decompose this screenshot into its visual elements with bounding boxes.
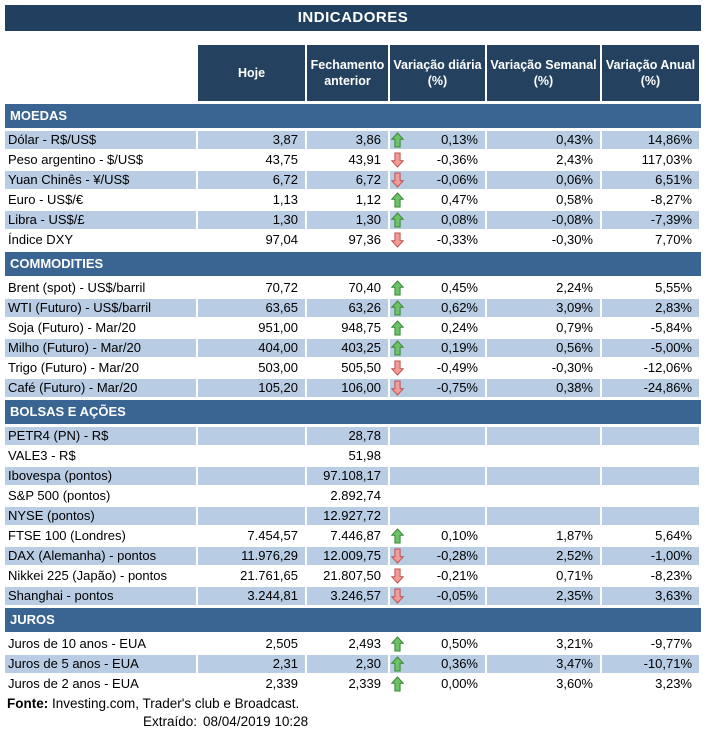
section-rows (5, 427, 701, 605)
variacao-diaria-value: 0,62% (441, 300, 478, 315)
cell-variacao-semanal: 0,38% (487, 379, 600, 397)
cell-variacao-anual: -8,27% (602, 191, 699, 209)
cell-fechamento-anterior: 7.446,87 (307, 527, 388, 545)
cell-variacao-diaria (390, 131, 485, 149)
up-arrow-icon (391, 280, 405, 296)
section-juros (5, 608, 701, 693)
cell-variacao-anual: 14,86% (602, 131, 699, 149)
page-title: INDICADORES (5, 5, 701, 31)
cell-variacao-semanal: 2,24% (487, 279, 600, 297)
cell-hoje (198, 467, 305, 485)
cell-variacao-anual: 7,70% (602, 231, 699, 249)
variacao-diaria-value: -0,49% (436, 360, 478, 375)
table-row-nyse-pontos (5, 507, 701, 525)
cell-hoje: 1,30 (198, 211, 305, 229)
cell-fechamento-anterior: 2,30 (307, 655, 388, 673)
cell-hoje: 70,72 (198, 279, 305, 297)
table-row-nikkei-225-japao-pontos (5, 567, 701, 585)
cell-variacao-anual (602, 447, 699, 465)
row-label: Juros de 5 anos - EUA (5, 655, 196, 673)
column-header-fechamento-anterior: Fechamento anterior (307, 45, 388, 101)
cell-variacao-diaria (390, 547, 485, 565)
cell-variacao-diaria (390, 339, 485, 357)
cell-hoje: 3.244,81 (198, 587, 305, 605)
variacao-diaria-value: -0,36% (436, 152, 478, 167)
cell-variacao-anual: 6,51% (602, 171, 699, 189)
table-row-trigo-futuro-mar-20 (5, 359, 701, 377)
cell-variacao-diaria (390, 487, 485, 505)
section-commodities (5, 252, 701, 397)
cell-variacao-anual: 2,83% (602, 299, 699, 317)
table-header-row (5, 45, 701, 101)
cell-hoje: 3,87 (198, 131, 305, 149)
cell-variacao-semanal (487, 447, 600, 465)
cell-variacao-semanal: -0,30% (487, 359, 600, 377)
cell-variacao-semanal: -0,30% (487, 231, 600, 249)
cell-hoje: 6,72 (198, 171, 305, 189)
cell-variacao-semanal: -0,08% (487, 211, 600, 229)
down-arrow-icon (391, 548, 405, 564)
section-moedas (5, 104, 701, 249)
cell-variacao-anual: -1,00% (602, 547, 699, 565)
cell-fechamento-anterior: 70,40 (307, 279, 388, 297)
cell-variacao-anual: -24,86% (602, 379, 699, 397)
cell-variacao-semanal: 0,71% (487, 567, 600, 585)
table-row-dax-alemanha-pontos (5, 547, 701, 565)
variacao-diaria-value: 0,10% (441, 528, 478, 543)
cell-fechamento-anterior: 12.927,72 (307, 507, 388, 525)
row-label: Ibovespa (pontos) (5, 467, 196, 485)
cell-fechamento-anterior: 12.009,75 (307, 547, 388, 565)
cell-variacao-anual: -9,77% (602, 635, 699, 653)
table-row-euro-us (5, 191, 701, 209)
cell-variacao-diaria (390, 587, 485, 605)
cell-variacao-diaria (390, 299, 485, 317)
variacao-diaria-value: 0,19% (441, 340, 478, 355)
cell-variacao-anual: -10,71% (602, 655, 699, 673)
extracted-timestamp: 08/04/2019 10:28 (203, 714, 309, 729)
row-label: Brent (spot) - US$/barril (5, 279, 196, 297)
cell-hoje (198, 427, 305, 445)
down-arrow-icon (391, 232, 405, 248)
variacao-diaria-value: -0,33% (436, 232, 478, 247)
table-row-cafe-futuro-mar-20 (5, 379, 701, 397)
cell-variacao-semanal (487, 467, 600, 485)
cell-variacao-semanal: 0,79% (487, 319, 600, 337)
table-row-s-p-500-pontos (5, 487, 701, 505)
table-row-juros-de-2-anos-eua (5, 675, 701, 693)
variacao-diaria-value: 0,45% (441, 280, 478, 295)
cell-variacao-anual: 117,03% (602, 151, 699, 169)
cell-hoje: 2,505 (198, 635, 305, 653)
row-label: Shanghai - pontos (5, 587, 196, 605)
cell-hoje (198, 487, 305, 505)
column-header-variacao-diaria: Variação diária (%) (390, 45, 485, 101)
row-label: Café (Futuro) - Mar/20 (5, 379, 196, 397)
cell-variacao-diaria (390, 211, 485, 229)
cell-fechamento-anterior: 505,50 (307, 359, 388, 377)
cell-variacao-diaria (390, 675, 485, 693)
table-row-yuan-chines-us (5, 171, 701, 189)
cell-hoje: 404,00 (198, 339, 305, 357)
table-row-juros-de-5-anos-eua (5, 655, 701, 673)
cell-fechamento-anterior: 3,86 (307, 131, 388, 149)
variacao-diaria-value: 0,00% (441, 676, 478, 691)
cell-variacao-diaria (390, 359, 485, 377)
cell-variacao-anual: -5,00% (602, 339, 699, 357)
table-row-vale3-r (5, 447, 701, 465)
footer (5, 696, 701, 729)
source-text: Investing.com, Trader's club e Broadcast. (48, 696, 300, 711)
cell-variacao-diaria (390, 655, 485, 673)
cell-variacao-diaria (390, 567, 485, 585)
cell-variacao-semanal: 0,06% (487, 171, 600, 189)
cell-variacao-anual (602, 487, 699, 505)
down-arrow-icon (391, 360, 405, 376)
table-body (5, 104, 701, 693)
up-arrow-icon (391, 340, 405, 356)
table-row-shanghai-pontos (5, 587, 701, 605)
cell-variacao-semanal (487, 507, 600, 525)
row-label: Dólar - R$/US$ (5, 131, 196, 149)
up-arrow-icon (391, 212, 405, 228)
table-row-soja-futuro-mar-20 (5, 319, 701, 337)
cell-fechamento-anterior: 28,78 (307, 427, 388, 445)
cell-variacao-semanal: 2,43% (487, 151, 600, 169)
table-row-indice-dxy (5, 231, 701, 249)
cell-variacao-semanal (487, 487, 600, 505)
cell-variacao-anual (602, 427, 699, 445)
cell-variacao-semanal (487, 427, 600, 445)
row-label: WTI (Futuro) - US$/barril (5, 299, 196, 317)
up-arrow-icon (391, 320, 405, 336)
cell-hoje: 43,75 (198, 151, 305, 169)
extracted-line (143, 714, 701, 729)
up-arrow-icon (391, 192, 405, 208)
cell-variacao-semanal: 2,52% (487, 547, 600, 565)
cell-variacao-diaria (390, 447, 485, 465)
section-bolsas-e-acoes (5, 400, 701, 605)
cell-variacao-diaria (390, 507, 485, 525)
cell-variacao-semanal: 3,09% (487, 299, 600, 317)
extracted-label: Extraído: (143, 714, 198, 729)
row-label: Juros de 2 anos - EUA (5, 675, 196, 693)
section-header-moedas: MOEDAS (5, 104, 701, 128)
cell-variacao-diaria (390, 635, 485, 653)
column-header-variacao-semanal: Variação Semanal (%) (487, 45, 600, 101)
up-arrow-icon (391, 300, 405, 316)
source-label: Fonte: (7, 696, 49, 711)
up-arrow-icon (391, 656, 405, 672)
table-row-peso-argentino-us (5, 151, 701, 169)
cell-hoje: 2,31 (198, 655, 305, 673)
cell-variacao-anual (602, 507, 699, 525)
cell-hoje: 2,339 (198, 675, 305, 693)
variacao-diaria-value: -0,05% (436, 588, 478, 603)
variacao-diaria-value: 0,50% (441, 636, 478, 651)
cell-fechamento-anterior: 43,91 (307, 151, 388, 169)
cell-variacao-semanal: 0,58% (487, 191, 600, 209)
row-label: Yuan Chinês - ¥/US$ (5, 171, 196, 189)
cell-fechamento-anterior: 21.807,50 (307, 567, 388, 585)
cell-variacao-anual: 3,23% (602, 675, 699, 693)
up-arrow-icon (391, 636, 405, 652)
row-label: NYSE (pontos) (5, 507, 196, 525)
header-spacer (5, 45, 196, 101)
cell-hoje: 1,13 (198, 191, 305, 209)
cell-hoje: 97,04 (198, 231, 305, 249)
cell-hoje: 11.976,29 (198, 547, 305, 565)
row-label: Peso argentino - $/US$ (5, 151, 196, 169)
variacao-diaria-value: -0,06% (436, 172, 478, 187)
down-arrow-icon (391, 568, 405, 584)
table-row-milho-futuro-mar-20 (5, 339, 701, 357)
cell-variacao-diaria (390, 467, 485, 485)
arrow-placeholder (391, 508, 405, 524)
cell-hoje: 951,00 (198, 319, 305, 337)
row-label: DAX (Alemanha) - pontos (5, 547, 196, 565)
cell-variacao-semanal: 3,21% (487, 635, 600, 653)
cell-variacao-diaria (390, 279, 485, 297)
row-label: Libra - US$/£ (5, 211, 196, 229)
cell-variacao-anual: -8,23% (602, 567, 699, 585)
cell-variacao-semanal: 1,87% (487, 527, 600, 545)
cell-fechamento-anterior: 2,339 (307, 675, 388, 693)
row-label: VALE3 - R$ (5, 447, 196, 465)
section-rows (5, 279, 701, 397)
arrow-placeholder (391, 468, 405, 484)
up-arrow-icon (391, 528, 405, 544)
arrow-placeholder (391, 488, 405, 504)
variacao-diaria-value: 0,24% (441, 320, 478, 335)
section-rows (5, 635, 701, 693)
row-label: PETR4 (PN) - R$ (5, 427, 196, 445)
section-header-bolsas-e-acoes: BOLSAS E AÇÕES (5, 400, 701, 424)
variacao-diaria-value: 0,36% (441, 656, 478, 671)
cell-fechamento-anterior: 106,00 (307, 379, 388, 397)
variacao-diaria-value: 0,13% (441, 132, 478, 147)
variacao-diaria-value: 0,08% (441, 212, 478, 227)
cell-fechamento-anterior: 2,493 (307, 635, 388, 653)
down-arrow-icon (391, 172, 405, 188)
cell-variacao-semanal: 3,60% (487, 675, 600, 693)
cell-variacao-diaria (390, 171, 485, 189)
cell-variacao-anual: -7,39% (602, 211, 699, 229)
down-arrow-icon (391, 380, 405, 396)
cell-variacao-anual: -5,84% (602, 319, 699, 337)
cell-hoje: 7.454,57 (198, 527, 305, 545)
cell-variacao-diaria (390, 527, 485, 545)
cell-fechamento-anterior: 97,36 (307, 231, 388, 249)
row-label: Euro - US$/€ (5, 191, 196, 209)
table-row-ftse-100-londres (5, 527, 701, 545)
variacao-diaria-value: -0,21% (436, 568, 478, 583)
section-header-juros: JUROS (5, 608, 701, 632)
column-header-variacao-anual: Variação Anual (%) (602, 45, 699, 101)
up-arrow-icon (391, 676, 405, 692)
cell-fechamento-anterior: 2.892,74 (307, 487, 388, 505)
section-rows (5, 131, 701, 249)
cell-variacao-diaria (390, 191, 485, 209)
row-label: S&P 500 (pontos) (5, 487, 196, 505)
row-label: Índice DXY (5, 231, 196, 249)
table-row-brent-spot-us-barril (5, 279, 701, 297)
row-label: Nikkei 225 (Japão) - pontos (5, 567, 196, 585)
cell-fechamento-anterior: 63,26 (307, 299, 388, 317)
row-label: Trigo (Futuro) - Mar/20 (5, 359, 196, 377)
cell-variacao-diaria (390, 319, 485, 337)
cell-variacao-anual: 5,64% (602, 527, 699, 545)
cell-variacao-semanal: 3,47% (487, 655, 600, 673)
table-row-wti-futuro-us-barril (5, 299, 701, 317)
cell-variacao-anual (602, 467, 699, 485)
cell-variacao-diaria (390, 151, 485, 169)
cell-variacao-anual: 3,63% (602, 587, 699, 605)
cell-fechamento-anterior: 1,30 (307, 211, 388, 229)
section-header-commodities: COMMODITIES (5, 252, 701, 276)
up-arrow-icon (391, 132, 405, 148)
table-row-juros-de-10-anos-eua (5, 635, 701, 653)
cell-variacao-semanal: 2,35% (487, 587, 600, 605)
table-row-petr4-pn-r (5, 427, 701, 445)
cell-variacao-diaria (390, 379, 485, 397)
table-row-ibovespa-pontos (5, 467, 701, 485)
cell-variacao-anual: -12,06% (602, 359, 699, 377)
cell-hoje: 105,20 (198, 379, 305, 397)
source-line (5, 696, 701, 711)
cell-hoje: 503,00 (198, 359, 305, 377)
cell-fechamento-anterior: 51,98 (307, 447, 388, 465)
down-arrow-icon (391, 588, 405, 604)
cell-variacao-semanal: 0,56% (487, 339, 600, 357)
cell-fechamento-anterior: 3.246,57 (307, 587, 388, 605)
variacao-diaria-value: -0,75% (436, 380, 478, 395)
row-label: FTSE 100 (Londres) (5, 527, 196, 545)
column-header-hoje: Hoje (198, 45, 305, 101)
cell-hoje (198, 507, 305, 525)
row-label: Juros de 10 anos - EUA (5, 635, 196, 653)
cell-fechamento-anterior: 403,25 (307, 339, 388, 357)
arrow-placeholder (391, 428, 405, 444)
table-row-dolar-r-us (5, 131, 701, 149)
cell-fechamento-anterior: 948,75 (307, 319, 388, 337)
cell-variacao-anual: 5,55% (602, 279, 699, 297)
cell-fechamento-anterior: 6,72 (307, 171, 388, 189)
cell-hoje: 21.761,65 (198, 567, 305, 585)
cell-fechamento-anterior: 97.108,17 (307, 467, 388, 485)
variacao-diaria-value: -0,28% (436, 548, 478, 563)
cell-variacao-diaria (390, 231, 485, 249)
cell-fechamento-anterior: 1,12 (307, 191, 388, 209)
variacao-diaria-value: 0,47% (441, 192, 478, 207)
cell-hoje (198, 447, 305, 465)
down-arrow-icon (391, 152, 405, 168)
indicators-report (5, 5, 701, 729)
cell-variacao-semanal: 0,43% (487, 131, 600, 149)
cell-hoje: 63,65 (198, 299, 305, 317)
cell-variacao-diaria (390, 427, 485, 445)
row-label: Soja (Futuro) - Mar/20 (5, 319, 196, 337)
table-row-libra-us (5, 211, 701, 229)
row-label: Milho (Futuro) - Mar/20 (5, 339, 196, 357)
arrow-placeholder (391, 448, 405, 464)
